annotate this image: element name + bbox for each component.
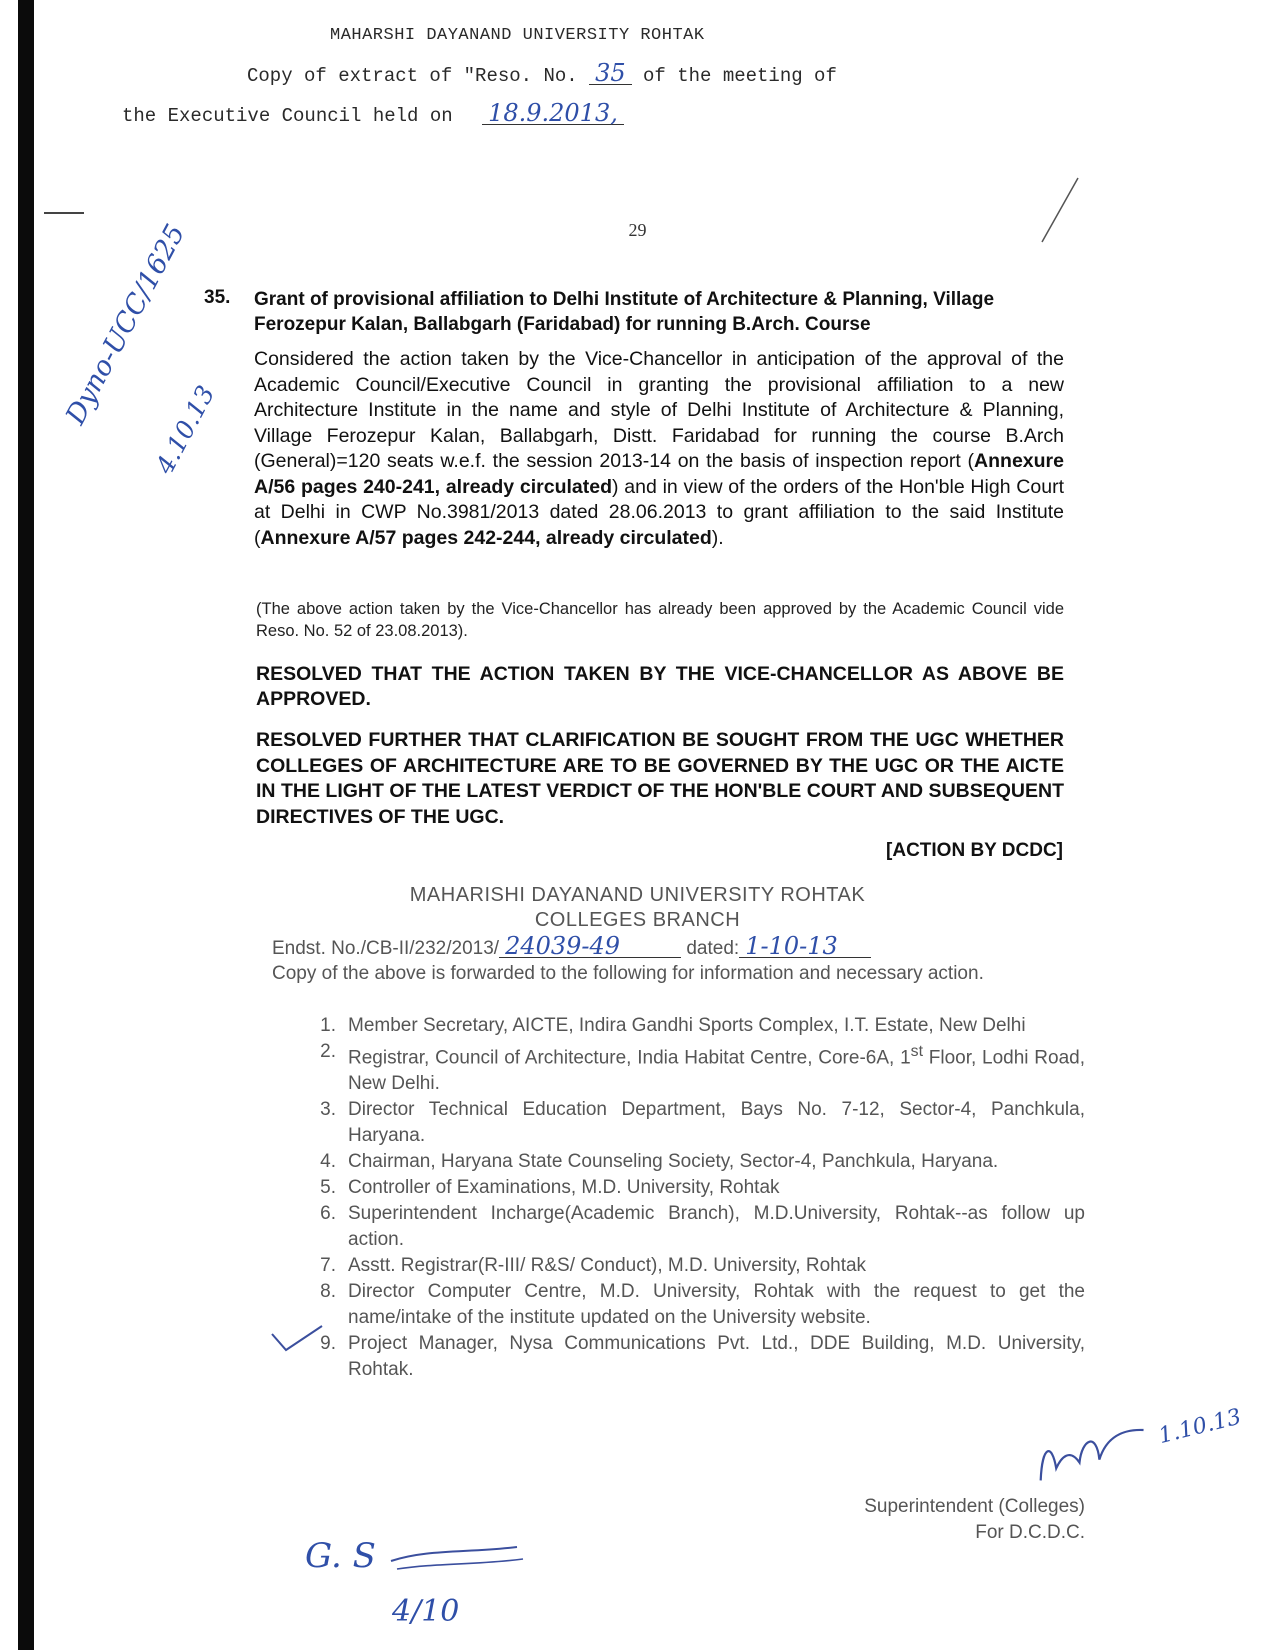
superscript-st: st — [910, 1043, 923, 1060]
list-item-number: 5. — [320, 1177, 336, 1199]
page-number: 29 — [628, 220, 647, 240]
list-item-text: Member Secretary, AICTE, Indira Gandhi Sports Complex, I.T. Estate, New Delhi — [348, 1015, 1026, 1036]
list-item-number: 4. — [320, 1151, 336, 1173]
list-item-number: 2. — [320, 1041, 336, 1062]
list-item — [300, 1149, 1085, 1175]
body-part-2: ) and in view of the orders of the Hon'ble High Court at Delhi in CWP No.3981/2013 dated 28.06.2013 to grant affiliation to the said Institute ( — [254, 475, 1064, 549]
margin-handwritten-note — [60, 219, 191, 429]
header-council-line — [122, 99, 624, 127]
list-item-text-part: Floor, Lodhi Road, New Delhi. — [348, 1047, 1086, 1095]
list-item-text: Director Technical Education Department, Bays No. 7-12, Sector-4, Panchkula, Haryana. — [348, 1099, 1085, 1147]
signature-date-right: 1.10.13 — [1156, 1404, 1244, 1450]
list-item-number: 6. — [320, 1203, 336, 1225]
list-item — [300, 1279, 1085, 1331]
item-body — [254, 347, 1064, 551]
list-item-text-part: Registrar, Council of Architecture, India Habitat Centre, Core-6A, 1 — [348, 1047, 911, 1069]
scan-edge-bar — [18, 0, 34, 1650]
list-item-number: 3. — [320, 1099, 336, 1121]
list-item — [300, 1097, 1085, 1149]
body-part-1: Considered the action taken by the Vice-Chancellor in anticipation of the approval of the Academic Council/Executive Council in granting the provisional affiliation to a new Architecture Institute in the name and style of Delhi Institute of Architecture & Planning, Village Ferozepur Kalan, Ballabgarh, Distt. Faridabad for running the course B.Arch (General)=120 seats w.e.f. the session 2013-14 on the basis of inspection report ( — [254, 348, 1064, 472]
list-item-number: 7. — [320, 1255, 336, 1277]
endorsement-branch: COLLEGES BRANCH — [534, 909, 741, 931]
item-number: 35. — [204, 287, 231, 308]
endorsement-university: MAHARISHI DAYANAND UNIVERSITY ROHTAK — [409, 884, 866, 906]
endorsement-number-line — [272, 932, 871, 960]
list-item — [300, 1201, 1085, 1253]
margin-note-text: Dyno-UCC/1625 — [60, 219, 192, 430]
annexure-56: Annexure A/56 pages 240-241, already circulated — [254, 450, 1064, 498]
list-item-text: Superintendent Incharge(Academic Branch), M.D.University, Rohtak--as follow up action. — [348, 1203, 1085, 1251]
list-item — [300, 1175, 1085, 1201]
initials-text: G. S — [305, 1536, 376, 1576]
approval-note: (The above action taken by the Vice-Chancellor has already been approved by the Academic Council vide Reso. No. 52 of 23.08.2013). — [256, 600, 1064, 640]
dated-label: dated: — [686, 938, 740, 959]
item-title: Grant of provisional affiliation to Delhi Institute of Architecture & Planning, Village Ferozepur Kalan, Ballabgarh (Faridabad) for running B.Arch. Course — [254, 289, 995, 335]
list-item-text: Chairman, Haryana State Counseling Society, Sector-4, Panchkula, Haryana. — [348, 1151, 999, 1173]
signature-line-2: For D.C.D.C. — [975, 1522, 1085, 1543]
margin-date-text: 4.10.13 — [150, 380, 221, 479]
meeting-date: 18.9.2013, — [482, 102, 624, 125]
endst-number: 24039-49 — [499, 935, 681, 958]
list-item-number: 1. — [320, 1015, 336, 1036]
list-item-text — [348, 1039, 1085, 1097]
handwritten-initials — [305, 1536, 527, 1576]
copy-prefix: Copy of extract of "Reso. No. — [247, 65, 578, 87]
handwritten-tick-mark — [268, 1322, 328, 1362]
list-item — [300, 1039, 1085, 1097]
list-item-text: Asstt. Registrar(R-III/ R&S/ Conduct), M.D. University, Rohtak — [348, 1255, 867, 1277]
forward-text: Copy of the above is forwarded to the following for information and necessary action. — [272, 963, 984, 984]
signature-scribble — [1028, 1415, 1156, 1489]
endst-prefix: Endst. No./CB-II/232/2013/ — [272, 938, 500, 959]
initials-underline-scribble — [387, 1543, 527, 1573]
council-prefix: the Executive Council held on — [122, 105, 453, 127]
list-item-number: 9. — [320, 1333, 336, 1355]
resolution-1: RESOLVED THAT THE ACTION TAKEN BY THE VICE-CHANCELLOR AS ABOVE BE APPROVED. — [256, 663, 1064, 710]
body-part-3: ). — [711, 526, 724, 549]
reso-number: 35 — [589, 62, 632, 85]
header-university: MAHARSHI DAYANAND UNIVERSITY ROHTAK — [330, 26, 705, 45]
action-by: [ACTION BY DCDC] — [886, 840, 1063, 861]
list-item-text: Controller of Examinations, M.D. University, Rohtak — [348, 1177, 780, 1199]
list-item — [300, 1013, 1085, 1039]
list-item — [300, 1331, 1085, 1383]
signature-line-1: Superintendent (Colleges) — [864, 1496, 1085, 1517]
margin-dash-mark — [44, 212, 84, 214]
list-item — [300, 1253, 1085, 1279]
list-item-text: Project Manager, Nysa Communications Pvt. Ltd., DDE Building, M.D. University, Rohtak. — [348, 1333, 1085, 1381]
dated-value: 1-10-13 — [739, 935, 871, 958]
margin-handwritten-date — [150, 381, 220, 479]
list-item-number: 8. — [320, 1281, 336, 1303]
handwritten-date-bottom: 4/10 — [392, 1594, 460, 1629]
resolution-2: RESOLVED FURTHER THAT CLARIFICATION BE SOUGHT FROM THE UGC WHETHER COLLEGES OF ARCHITECTURE ARE TO BE GOVERNED BY THE UGC OR THE AICTE IN THE LIGHT OF THE LATEST VERDICT OF THE HON'BLE COURT AND SUBSEQUENT DIRECTIVES OF THE UGC. — [256, 729, 1064, 828]
annexure-57: Annexure A/57 pages 242-244, already circulated — [260, 526, 712, 549]
list-item-text: Director Computer Centre, M.D. University, Rohtak with the request to get the name/intake of the institute updated on the University website. — [348, 1281, 1085, 1329]
copy-suffix: of the meeting of — [643, 65, 837, 87]
header-copy-line — [247, 59, 837, 87]
signature-title — [864, 1494, 1085, 1546]
handwritten-signature-right — [1028, 1393, 1246, 1489]
recipient-list — [300, 1013, 1085, 1383]
